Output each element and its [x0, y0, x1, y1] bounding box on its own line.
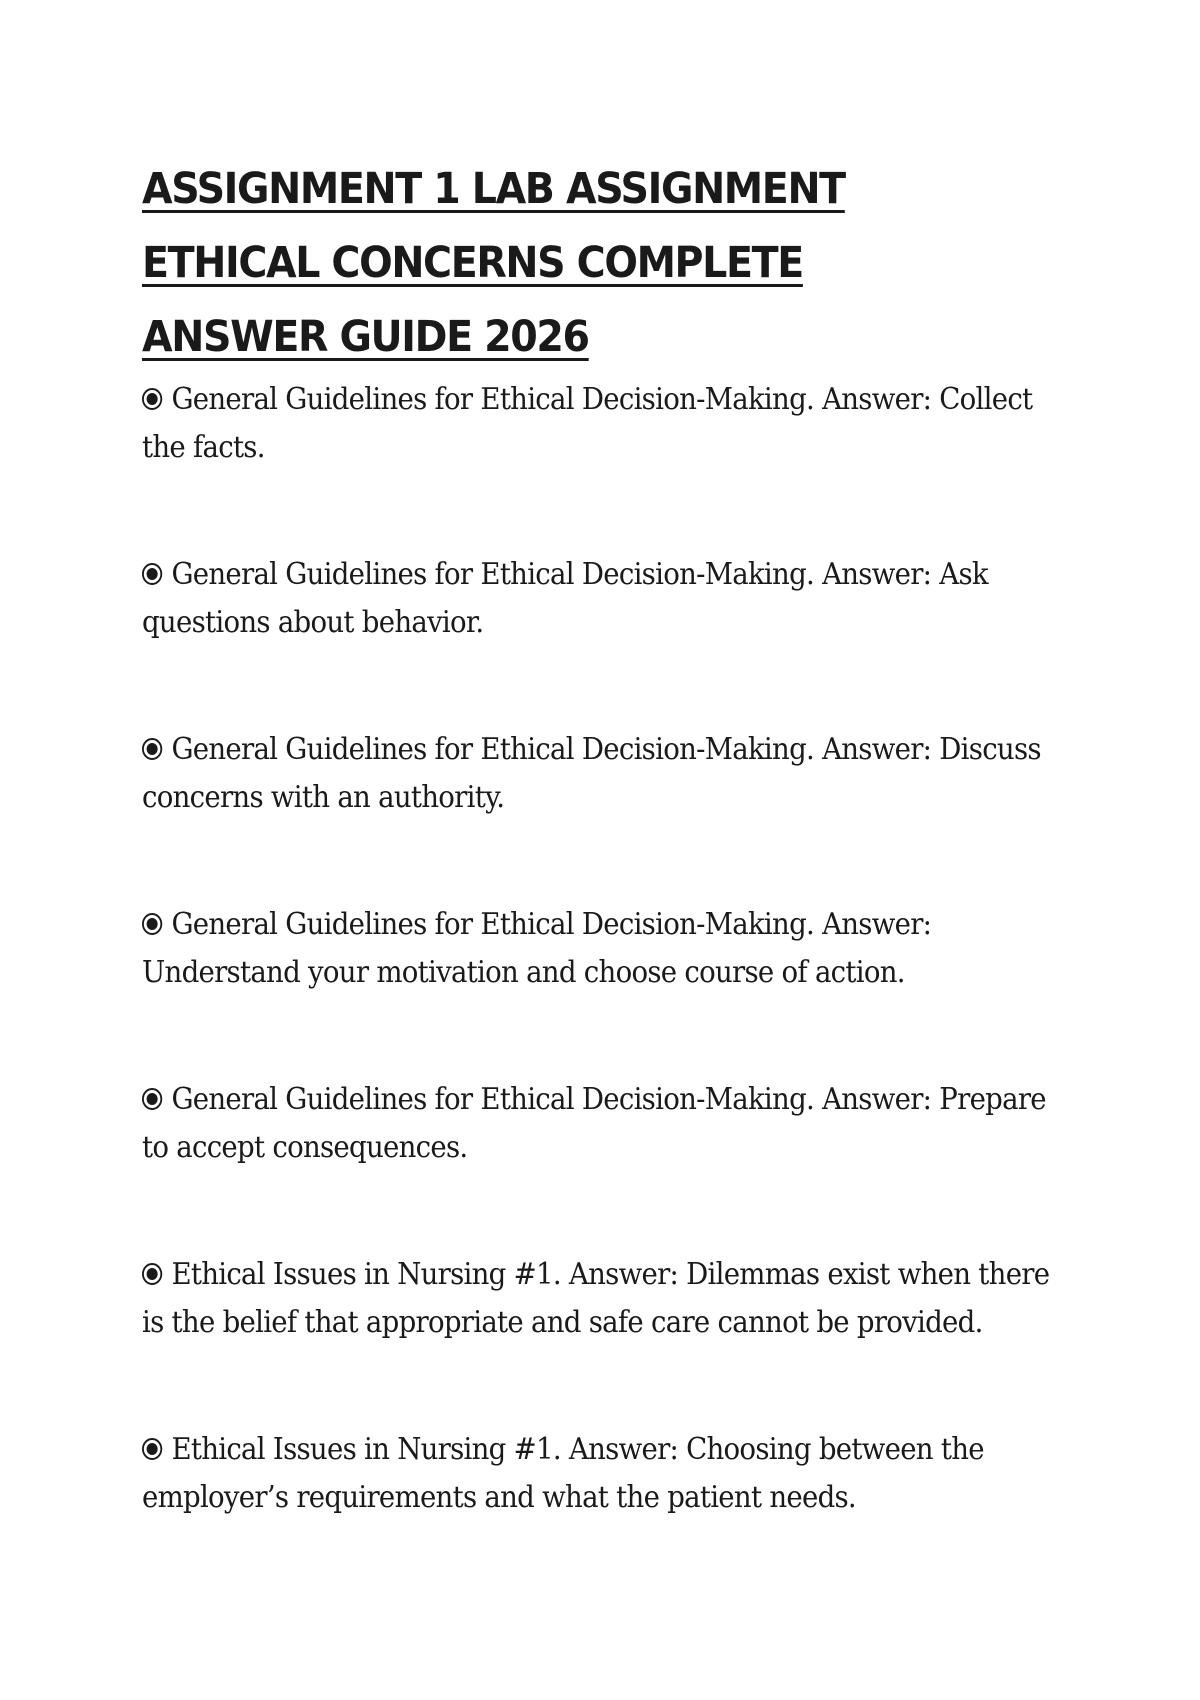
list-item	[142, 1426, 1062, 1601]
list-item-paragraph	[142, 1251, 1071, 1347]
radio-bullet-icon	[142, 1088, 162, 1110]
list-item	[142, 726, 1062, 901]
list-item-paragraph	[142, 726, 1071, 822]
document-title	[142, 152, 998, 374]
list-item-text: General Guidelines for Ethical Decision-Making. Answer: Prepare to accept consequences.	[142, 1082, 1046, 1165]
list-item-paragraph	[142, 551, 1071, 647]
list-item-text: General Guidelines for Ethical Decision-Making. Answer: Collect the facts.	[142, 382, 1033, 465]
radio-bullet-icon	[142, 913, 162, 935]
document-title-text: ASSIGNMENT 1 LAB ASSIGNMENT ETHICAL CONCERNS COMPLETE ANSWER GUIDE 2026	[142, 164, 845, 362]
list-item	[142, 901, 1062, 1076]
list-item-paragraph	[142, 376, 1071, 472]
list-item-paragraph	[142, 1076, 1071, 1172]
radio-bullet-icon	[142, 388, 162, 410]
answer-list	[142, 376, 1062, 1601]
list-item-text: Ethical Issues in Nursing #1. Answer: Dilemmas exist when there is the belief that appropriate and safe care cannot be provided.	[142, 1257, 1050, 1340]
list-item-text: Ethical Issues in Nursing #1. Answer: Choosing between the employer’s requirements and what the patient needs.	[142, 1432, 984, 1515]
list-item-text: General Guidelines for Ethical Decision-Making. Answer: Ask questions about behavior.	[142, 557, 988, 640]
radio-bullet-icon	[142, 738, 162, 760]
list-item-paragraph	[142, 1426, 1071, 1522]
list-item-text: General Guidelines for Ethical Decision-Making. Answer: Understand your motivation and choose course of action.	[142, 907, 932, 990]
list-item	[142, 376, 1062, 551]
radio-bullet-icon	[142, 1438, 162, 1460]
list-item-text: General Guidelines for Ethical Decision-Making. Answer: Discuss concerns with an authority.	[142, 732, 1041, 815]
radio-bullet-icon	[142, 1263, 162, 1285]
list-item	[142, 1251, 1062, 1426]
list-item	[142, 1076, 1062, 1251]
radio-bullet-icon	[142, 563, 162, 585]
list-item	[142, 551, 1062, 726]
list-item-paragraph	[142, 901, 1071, 997]
